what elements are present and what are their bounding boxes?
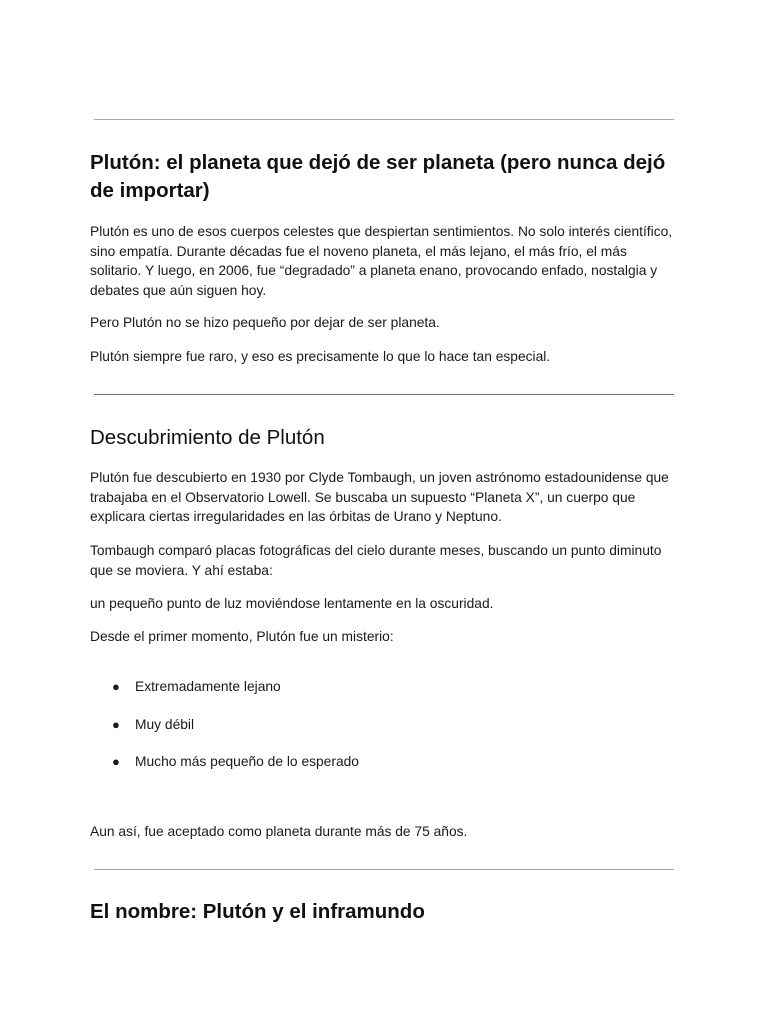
paragraph: Desde el primer momento, Plutón fue un misterio: [90,629,394,644]
list-item-text: Extremadamente lejano [135,679,281,694]
paragraph: Plutón siempre fue raro, y eso es precisamente lo que lo hace tan especial. [90,349,551,364]
horizontal-rule [94,119,674,120]
bullet-icon: ● [112,754,120,769]
list-item [90,677,680,715]
paragraph: Plutón es uno de esos cuerpos celestes que despiertan sentimientos. No solo interés científico, sino empatía. Durante décadas fue el noveno planeta, el más lejano, el más frío, el más solitario. Y luego, en 2006, fue “degradado” a planeta enano, provocando enfado, nostalgia y debates que aún siguen hoy. [90,224,673,298]
paragraph: Aun así, fue aceptado como planeta durante más de 75 años. [90,824,468,839]
bullet-list [90,677,680,790]
list-item [90,715,680,753]
bullet-icon: ● [112,679,120,694]
section-title-discovery: Descubrimiento de Plutón [90,426,325,449]
paragraph: un pequeño punto de luz moviéndose lentamente en la oscuridad. [90,596,494,611]
list-item-text: Muy débil [135,716,195,732]
paragraph: Plutón fue descubierto en 1930 por Clyde Tombaugh, un joven astrónomo estadounidense que trabajaba en el Observatorio Lowell. Se buscaba un supuesto “Planeta X”, un cuerpo que explicara ciertas irregularidades en las órbitas de Urano y Neptuno. [90,470,669,524]
horizontal-rule [94,869,674,870]
section-title-pluto: Plutón: el planeta que dejó de ser planeta (pero nunca dejó de importar) [90,151,666,202]
paragraph: Pero Plutón no se hizo pequeño por dejar de ser planeta. [90,315,440,330]
list-item-text: Mucho más pequeño de lo esperado [135,754,359,769]
paragraph: Tombaugh comparó placas fotográficas del cielo durante meses, buscando un punto diminuto que se moviera. Y ahí estaba: [90,543,662,578]
list-item [90,752,680,790]
section-title-name: El nombre: Plutón y el inframundo [90,900,425,923]
bullet-icon: ● [112,716,120,732]
horizontal-rule [94,394,674,395]
